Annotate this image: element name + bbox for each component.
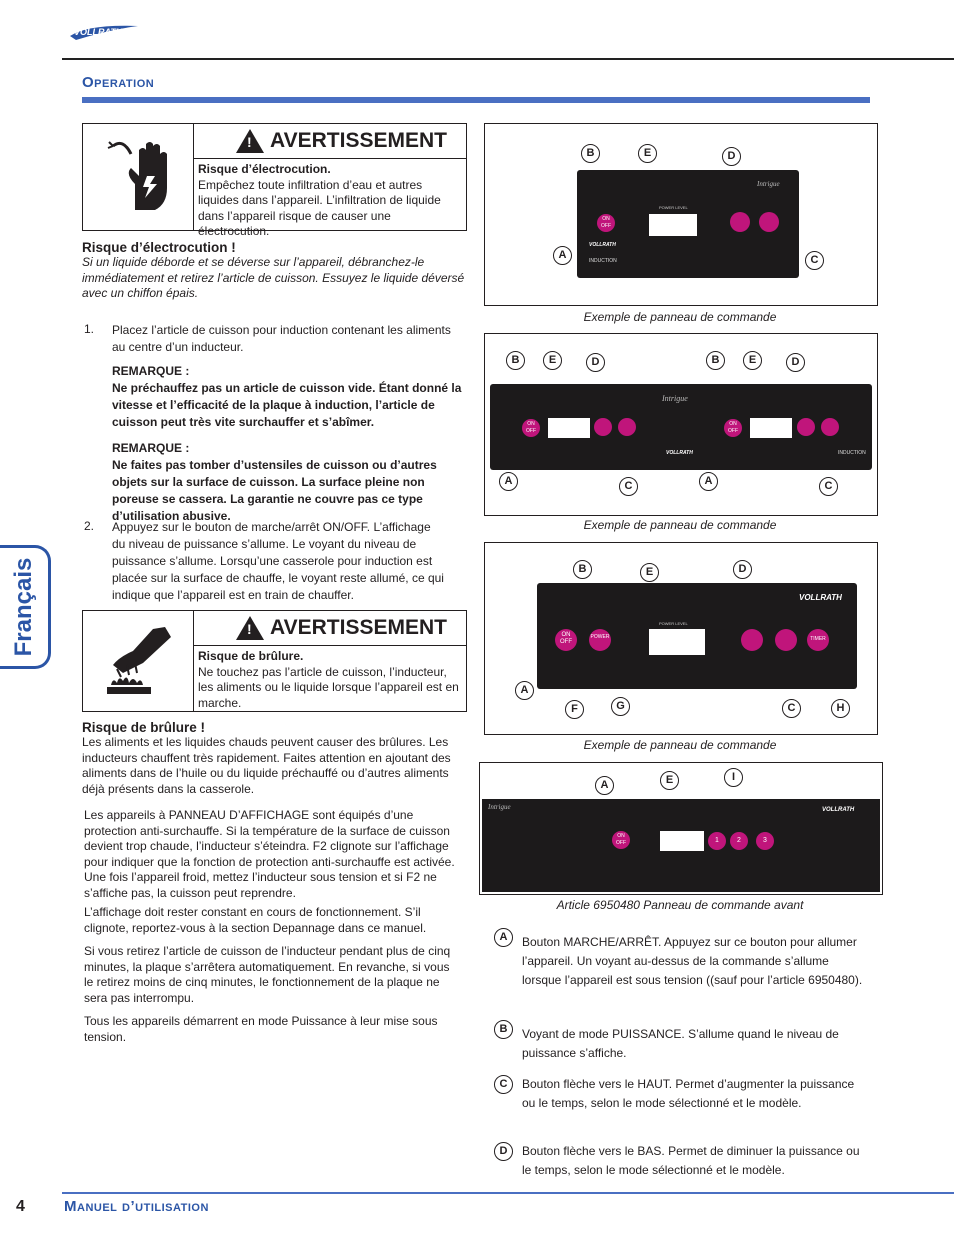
callout-a: A <box>595 776 614 795</box>
step-number: 2. <box>84 519 95 533</box>
warning-heading: ! AVERTISSEMENT <box>194 611 466 646</box>
control-panel-figure <box>484 542 878 735</box>
power-display <box>660 831 704 851</box>
callout-f: F <box>565 700 584 719</box>
callout-a: A <box>699 472 718 491</box>
power-level-label: POWER LEVEL <box>659 205 688 210</box>
warning-text: Ne touchez pas l’article de cuisson, l’inducteur, les aliments ou le liquide lorsque l’appareil est en marche. <box>198 664 459 710</box>
paragraph: L’affichage doit rester constant en cours de fonctionnement. S’il clignote, reportez-vous à la section Depannage dans ce manuel. <box>84 905 427 935</box>
brand-label: VOLLRATH <box>589 242 616 248</box>
figure-caption: Exemple de panneau de commande <box>583 518 777 532</box>
remark-label: REMARQUE : <box>112 364 190 378</box>
on-off-button: ON OFF <box>522 419 540 437</box>
paragraph: Les appareils à PANNEAU D’AFFICHAGE sont équipés d’une protection anti-surchauffe. Si la température de la surface de cuisson devient trop chaude, l’inducteur s’éteindra. F2 clignote sur l’affichage pour indiquer que la fonction de protection anti-surchauffe est activée. Une fois l’appareil froid, mettez l’inducteur sous tension et si F2 ne s’affiche pas, la cuisson peut reprendre. <box>84 808 455 900</box>
warning-title: Risque de brûlure. <box>198 649 304 663</box>
callout-d: D <box>786 353 805 372</box>
callout-b: B <box>706 351 725 370</box>
callout-b: B <box>494 1020 513 1039</box>
on-off-button: ON OFF <box>612 831 630 849</box>
remark-text: Ne préchauffez pas un article de cuisson vide. Étant donné la vitesse et l’efficacité de la plaque à induction, l’article de cuisson peut très vite surchauffer et s’abîmer. <box>112 381 462 429</box>
callout-e: E <box>543 351 562 370</box>
preset-button-3: 3 <box>756 832 774 850</box>
control-panel <box>537 583 857 689</box>
warning-title: Risque d’électrocution. <box>198 162 331 176</box>
svg-text:VOLLRATH: VOLLRATH <box>74 27 123 37</box>
control-panel <box>490 384 872 470</box>
callout-d: D <box>733 560 752 579</box>
callout-b: B <box>506 351 525 370</box>
section-title: Operation <box>82 74 155 91</box>
callout-a: A <box>499 472 518 491</box>
callout-e: E <box>743 351 762 370</box>
preset-button-1: 1 <box>708 832 726 850</box>
warning-triangle-icon: ! <box>236 616 264 640</box>
callout-a: A <box>515 681 534 700</box>
brand-label: VOLLRATH <box>822 807 855 813</box>
brand-label: VOLLRATH <box>666 450 693 456</box>
preset-button-2: 2 <box>730 832 748 850</box>
callout-e: E <box>638 144 657 163</box>
callout-c: C <box>819 477 838 496</box>
on-off-button: ON OFF <box>724 419 742 437</box>
risk-text: Si un liquide déborde et se déverse sur l’appareil, débranchez-le immédiatement et retirez l’article de cuisson. Essuyez le liquide déversé avec un chiffon épais. <box>82 255 465 300</box>
timer-button: TIMER <box>807 629 829 651</box>
electrocution-hand-icon <box>83 124 194 230</box>
section-bar <box>82 97 870 103</box>
power-display <box>649 629 705 655</box>
down-arrow-button <box>741 629 763 651</box>
callout-b: B <box>581 144 600 163</box>
warning-box-burn <box>82 610 467 712</box>
footer-title: Manuel d’utilisation <box>64 1198 209 1215</box>
control-panel <box>482 799 880 892</box>
warning-box-electrocution <box>82 123 467 238</box>
warning-text: Empêchez toute infiltration d’eau et autres liquides dans l’appareil. L’infiltration de liquide dans l’appareil risque de causer une électrocution. <box>198 177 441 238</box>
down-arrow-button <box>730 212 750 232</box>
callout-d: D <box>586 353 605 372</box>
callout-a: A <box>494 928 513 947</box>
callout-e: E <box>640 563 659 582</box>
power-level-label: POWER LEVEL <box>659 621 688 626</box>
intrigue-label: Intrigue <box>662 394 688 403</box>
callout-c: C <box>782 699 801 718</box>
intrigue-label: Intrigue <box>488 803 511 811</box>
step-number: 1. <box>84 322 95 336</box>
power-display <box>649 214 697 236</box>
callout-a: A <box>553 246 572 265</box>
up-arrow-button <box>821 418 839 436</box>
callout-h: H <box>831 699 850 718</box>
paragraph: Tous les appareils démarrent en mode Puissance à leur mise sous tension. <box>84 1014 438 1044</box>
up-arrow-button <box>759 212 779 232</box>
control-panel <box>577 170 799 278</box>
up-arrow-button <box>618 418 636 436</box>
warning-heading: ! AVERTISSEMENT <box>194 124 466 159</box>
induction-label: INDUCTION <box>589 258 617 264</box>
burn-hand-icon <box>83 611 194 711</box>
footer-rule <box>62 1192 954 1194</box>
on-off-button: ON OFF <box>597 214 615 232</box>
language-tab-label: Français <box>10 557 37 657</box>
callout-d: D <box>722 147 741 166</box>
brand-label: VOLLRATH <box>799 593 842 602</box>
legend-text: Bouton flèche vers le HAUT. Permet d’augmenter la puissance ou le temps, selon le mode sélectionné et le modèle. <box>522 1077 855 1110</box>
step-text: Placez l’article de cuisson pour induction contenant les aliments au centre d’un inducteur. <box>112 323 451 354</box>
on-off-button: ON OFF <box>555 629 577 651</box>
intrigue-label: Intrigue <box>757 180 780 188</box>
figure-caption: Exemple de panneau de commande <box>583 310 777 324</box>
remark-text: Ne faites pas tomber d’ustensiles de cuisson ou d’autres objets sur la surface de cuisson. La surface pleine non poreuse se cassera. La garantie ne couvre pas ce type d’utilisation abusive. <box>112 458 437 523</box>
risk-text: Les aliments et les liquides chauds peuvent causer des brûlures. Les inducteurs chauffent très rapidement. Faites attention en ajoutant des aliments dans de l’huile ou du liquide préchauffé ou d’autres aliments déjà présents dans la casserole. <box>82 735 451 796</box>
legend-text: Bouton MARCHE/ARRÊT. Appuyez sur ce bouton pour allumer l’appareil. Un voyant au-dessus de la commande s’allume lorsque l’appareil est sous tension ((sauf pour l’article 6950480). <box>522 935 863 987</box>
callout-c: C <box>494 1075 513 1094</box>
control-panel-figure <box>479 762 883 895</box>
remark-label: REMARQUE : <box>112 441 190 455</box>
down-arrow-button <box>797 418 815 436</box>
up-arrow-button <box>775 629 797 651</box>
callout-d: D <box>494 1142 513 1161</box>
step-text: Appuyez sur le bouton de marche/arrêt ON/OFF. L’affichage du niveau de puissance s’allume. Le voyant du niveau de puissance s’allume. Lorsqu’une casserole pour induction est placée sur la surface de chauffe, le voyant reste allumé, ce qui indique que l’appareil est en train de chauffer. <box>112 520 444 602</box>
vollrath-logo <box>68 22 140 42</box>
power-display <box>548 418 590 438</box>
power-display <box>750 418 792 438</box>
callout-c: C <box>805 251 824 270</box>
language-tab <box>0 545 51 669</box>
callout-i: I <box>724 768 743 787</box>
callout-c: C <box>619 477 638 496</box>
callout-g: G <box>611 697 630 716</box>
down-arrow-button <box>594 418 612 436</box>
header-rule <box>62 58 954 60</box>
callout-b: B <box>573 560 592 579</box>
control-panel-figure <box>484 123 878 306</box>
control-panel-figure <box>484 333 878 516</box>
risk-title: Risque de brûlure ! <box>82 720 206 735</box>
page-number: 4 <box>16 1198 25 1215</box>
legend-text: Voyant de mode PUISSANCE. S’allume quand le niveau de puissance s’affiche. <box>522 1027 839 1060</box>
risk-title: Risque d’électrocution ! <box>82 240 236 255</box>
induction-label: INDUCTION <box>838 450 866 456</box>
warning-triangle-icon: ! <box>236 129 264 153</box>
power-mode-button: POWER <box>589 629 611 651</box>
paragraph: Si vous retirez l’article de cuisson de l’inducteur pendant plus de cinq minutes, la plaque s’arrêtera automatiquement. En revanche, si vous le retirez moins de cinq minutes, le fonctionnement de la plaque ne sera pas interrompu. <box>84 944 451 1005</box>
legend-text: Bouton flèche vers le BAS. Permet de diminuer la puissance ou le temps, selon le mode sélectionné et le modèle. <box>522 1144 860 1177</box>
callout-e: E <box>660 771 679 790</box>
figure-caption: Exemple de panneau de commande <box>583 738 777 752</box>
figure-caption: Article 6950480 Panneau de commande avant <box>556 898 804 912</box>
